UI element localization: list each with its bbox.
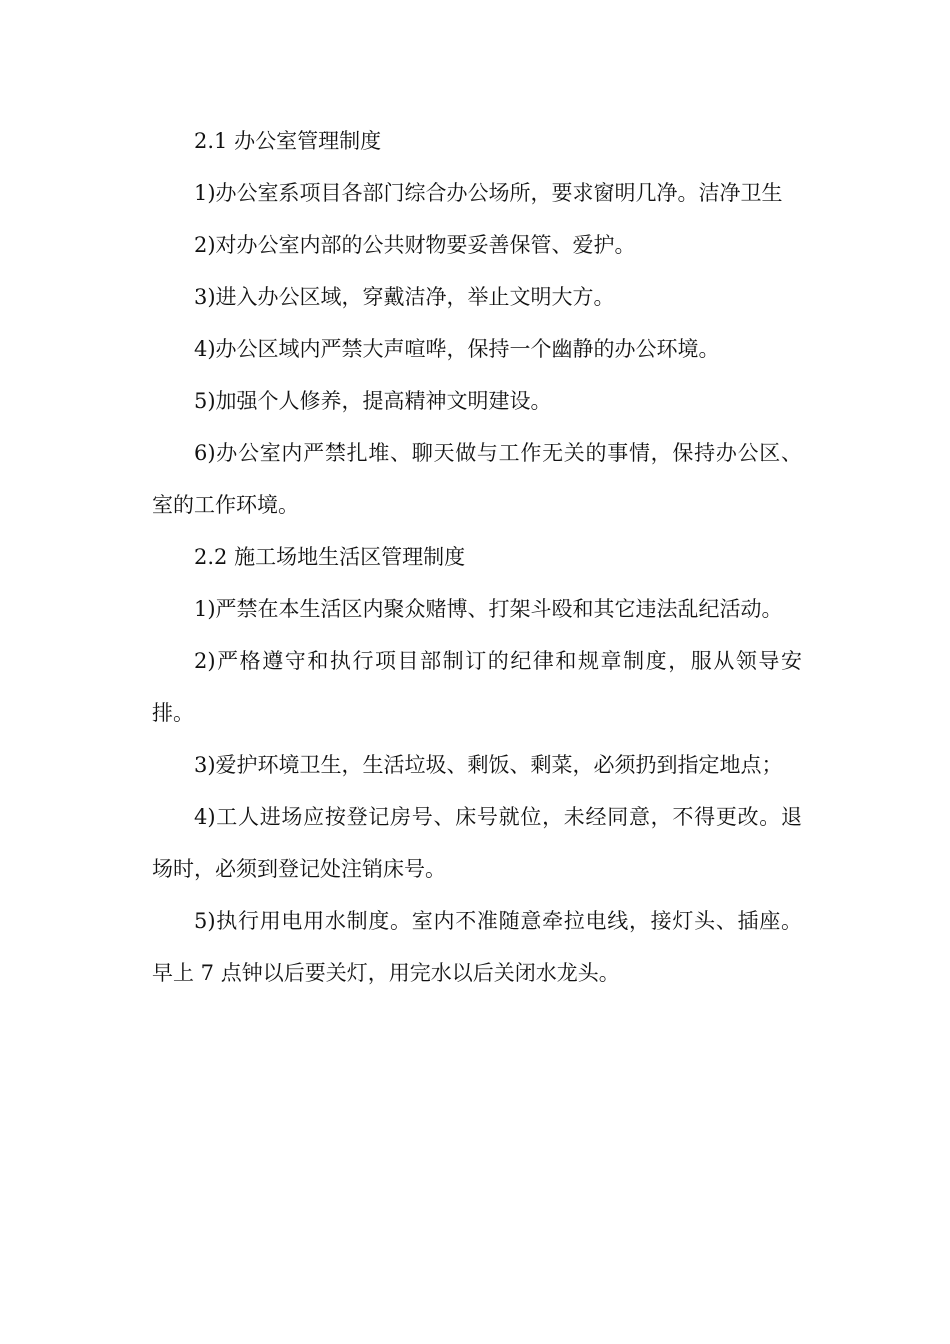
office-rule-4: 4)办公区域内严禁大声喧哗，保持一个幽静的办公环境。	[194, 337, 720, 361]
living-rule-4: 4)工人进场应按登记房号、床号就位，未经同意，不得更改。退场时，必须到登记处注销床号。	[152, 805, 802, 881]
office-rule-5: 5)加强个人修养，提高精神文明建设。	[194, 389, 552, 413]
document-body	[152, 115, 802, 999]
section-heading-living-area: 2.2 施工场地生活区管理制度	[194, 545, 466, 569]
living-rule-5: 5)执行用电用水制度。室内不准随意牵拉电线，接灯头、插座。早上 7 点钟以后要关灯，用完水以后关闭水龙头。	[152, 909, 802, 985]
office-rule-6: 6)办公室内严禁扎堆、聊天做与工作无关的事情，保持办公区、室的工作环境。	[152, 441, 802, 517]
office-rule-1: 1)办公室系项目各部门综合办公场所，要求窗明几净。洁净卫生	[194, 181, 783, 205]
section-heading-office: 2.1 办公室管理制度	[194, 129, 382, 153]
living-rule-1: 1)严禁在本生活区内聚众赌博、打架斗殴和其它违法乱纪活动。	[194, 597, 783, 621]
office-rule-3: 3)进入办公区域，穿戴洁净，举止文明大方。	[194, 285, 615, 309]
office-rule-2: 2)对办公室内部的公共财物要妥善保管、爱护。	[194, 233, 636, 257]
living-rule-3: 3)爱护环境卫生，生活垃圾、剩饭、剩菜，必须扔到指定地点；	[194, 753, 783, 777]
living-rule-2: 2)严格遵守和执行项目部制订的纪律和规章制度，服从领导安排。	[152, 649, 802, 725]
